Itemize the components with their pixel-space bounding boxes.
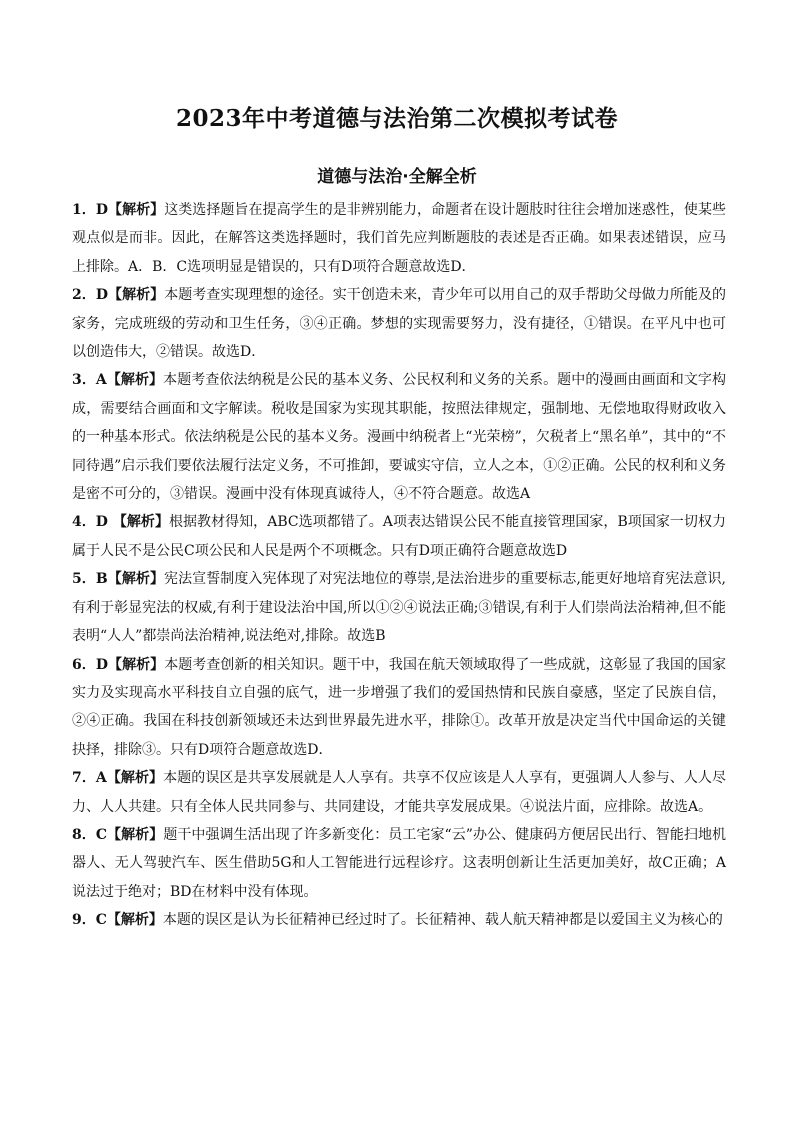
answer-text: 本题考查依法纳税是公民的基本义务、公民权利和义务的关系。题中的漫画由画面和文字构成，需要结合画面和文字解读。税收是国家为实现其职能，按照法律规定，强制地、无偿地取得财政收入的一种基本形式。依法纳税是公民的基本义务。漫画中纳税者上“光荣榜”，欠税者上“黑名单”，其中的“不同待遇”启示我们要依法履行法定义务，不可推卸，要诚实守信，立人之本，①②正确。公民的权利和义务是密不可分的，③错误。漫画中没有体现真诚待人，④不符合题意。故选A bbox=[72, 372, 726, 503]
answer-text: 这类选择题旨在提高学生的是非辨别能力，命题者在设计题肢时往往会增加迷惑性，使某些观点似是而非。因此，在解答这类选择题时，我们首先应判断题肢的表述是否正确。如果表述错误，应马上排除。A．B．C选项明显是错误的，只有D项符合题意故选D． bbox=[72, 202, 726, 275]
answer-text: 本题的误区是认为长征精神已经过时了。长征精神、载人航天精神都是以爱国主义为核心的 bbox=[162, 912, 723, 929]
answer-prefix: 2．D【解析】 bbox=[72, 287, 165, 304]
answer-item-5 bbox=[72, 565, 726, 650]
answer-item-4 bbox=[72, 508, 726, 565]
answer-prefix: 6．D【解析】 bbox=[72, 656, 165, 673]
answer-prefix: 4．D 【解析】 bbox=[72, 514, 169, 531]
answer-prefix: 7．A【解析】 bbox=[72, 770, 164, 787]
answer-text: 本题考查创新的相关知识。题干中，我国在航天领域取得了一些成就，这彰显了我国的国家实力及实现高水平科技自立自强的底气，进一步增强了我们的爱国热情和民族自豪感，坚定了民族自信，②④正确。我国在科技创新领域还未达到世界最先进水平，排除①。改革开放是决定当代中国命运的关键抉择，排除③。只有D项符合题意故选D． bbox=[72, 656, 726, 758]
answer-item-2 bbox=[72, 281, 726, 366]
document-title: 2023年中考道德与法治第二次模拟考试卷 bbox=[175, 105, 618, 132]
answer-text: 宪法宣誓制度入宪体现了对宪法地位的尊崇,是法治进步的重要标志,能更好地培育宪法意识,有利于彰显宪法的权威,有利于建设法治中国,所以①②④说法正确;③错误,有利于人们崇尚法治精神,但不能表明“人人”都崇尚法治精神,说法绝对,排除。故选B bbox=[72, 571, 726, 645]
answer-text: 题干中强调生活出现了许多新变化：员工宅家“云”办公、健康码方便居民出行、智能扫地机器人、无人驾驶汽车、医生借助5G和人工智能进行远程诊疗。这表明创新让生活更加美好，故C正确；A说法过于绝对；BD在材料中没有体现。 bbox=[72, 826, 727, 900]
answer-item-7 bbox=[72, 764, 726, 821]
answer-text: 本题考查实现理想的途径。实干创造未来，青少年可以用自己的双手帮助父母做力所能及的家务，完成班级的劳动和卫生任务，③④正确。梦想的实现需要努力，没有捷径，①错误。在平凡中也可以创造伟大，②错误。故选D． bbox=[72, 287, 726, 361]
answer-prefix: 8．C【解析】 bbox=[72, 826, 164, 843]
answer-text: 本题的误区是共享发展就是人人享有。共享不仅应该是人人享有，更强调人人参与、人人尽力、人人共建。只有全体人民共同参与、共同建设，才能共享发展成果。④说法片面，应排除。故选A。 bbox=[72, 770, 726, 815]
answer-prefix: 5．B【解析】 bbox=[72, 571, 165, 588]
document-subtitle: 道德与法治·全解全析 bbox=[317, 167, 477, 187]
answer-item-1 bbox=[72, 196, 726, 281]
answer-item-9 bbox=[72, 906, 726, 934]
answer-list bbox=[72, 196, 726, 935]
answer-item-8 bbox=[72, 821, 726, 906]
answer-item-3 bbox=[72, 366, 726, 508]
answer-text: 根据教材得知，ABC选项都错了。A项表达错误公民不能直接管理国家，B项国家一切权力属于人民不是公民C项公民和人民是两个不项概念。只有D项正确符合题意故选D bbox=[72, 514, 726, 559]
answer-prefix: 9．C【解析】 bbox=[72, 912, 163, 929]
answer-item-6 bbox=[72, 651, 726, 765]
answer-prefix: 3．A【解析】 bbox=[72, 372, 164, 389]
answer-prefix: 1．D【解析】 bbox=[72, 202, 165, 218]
